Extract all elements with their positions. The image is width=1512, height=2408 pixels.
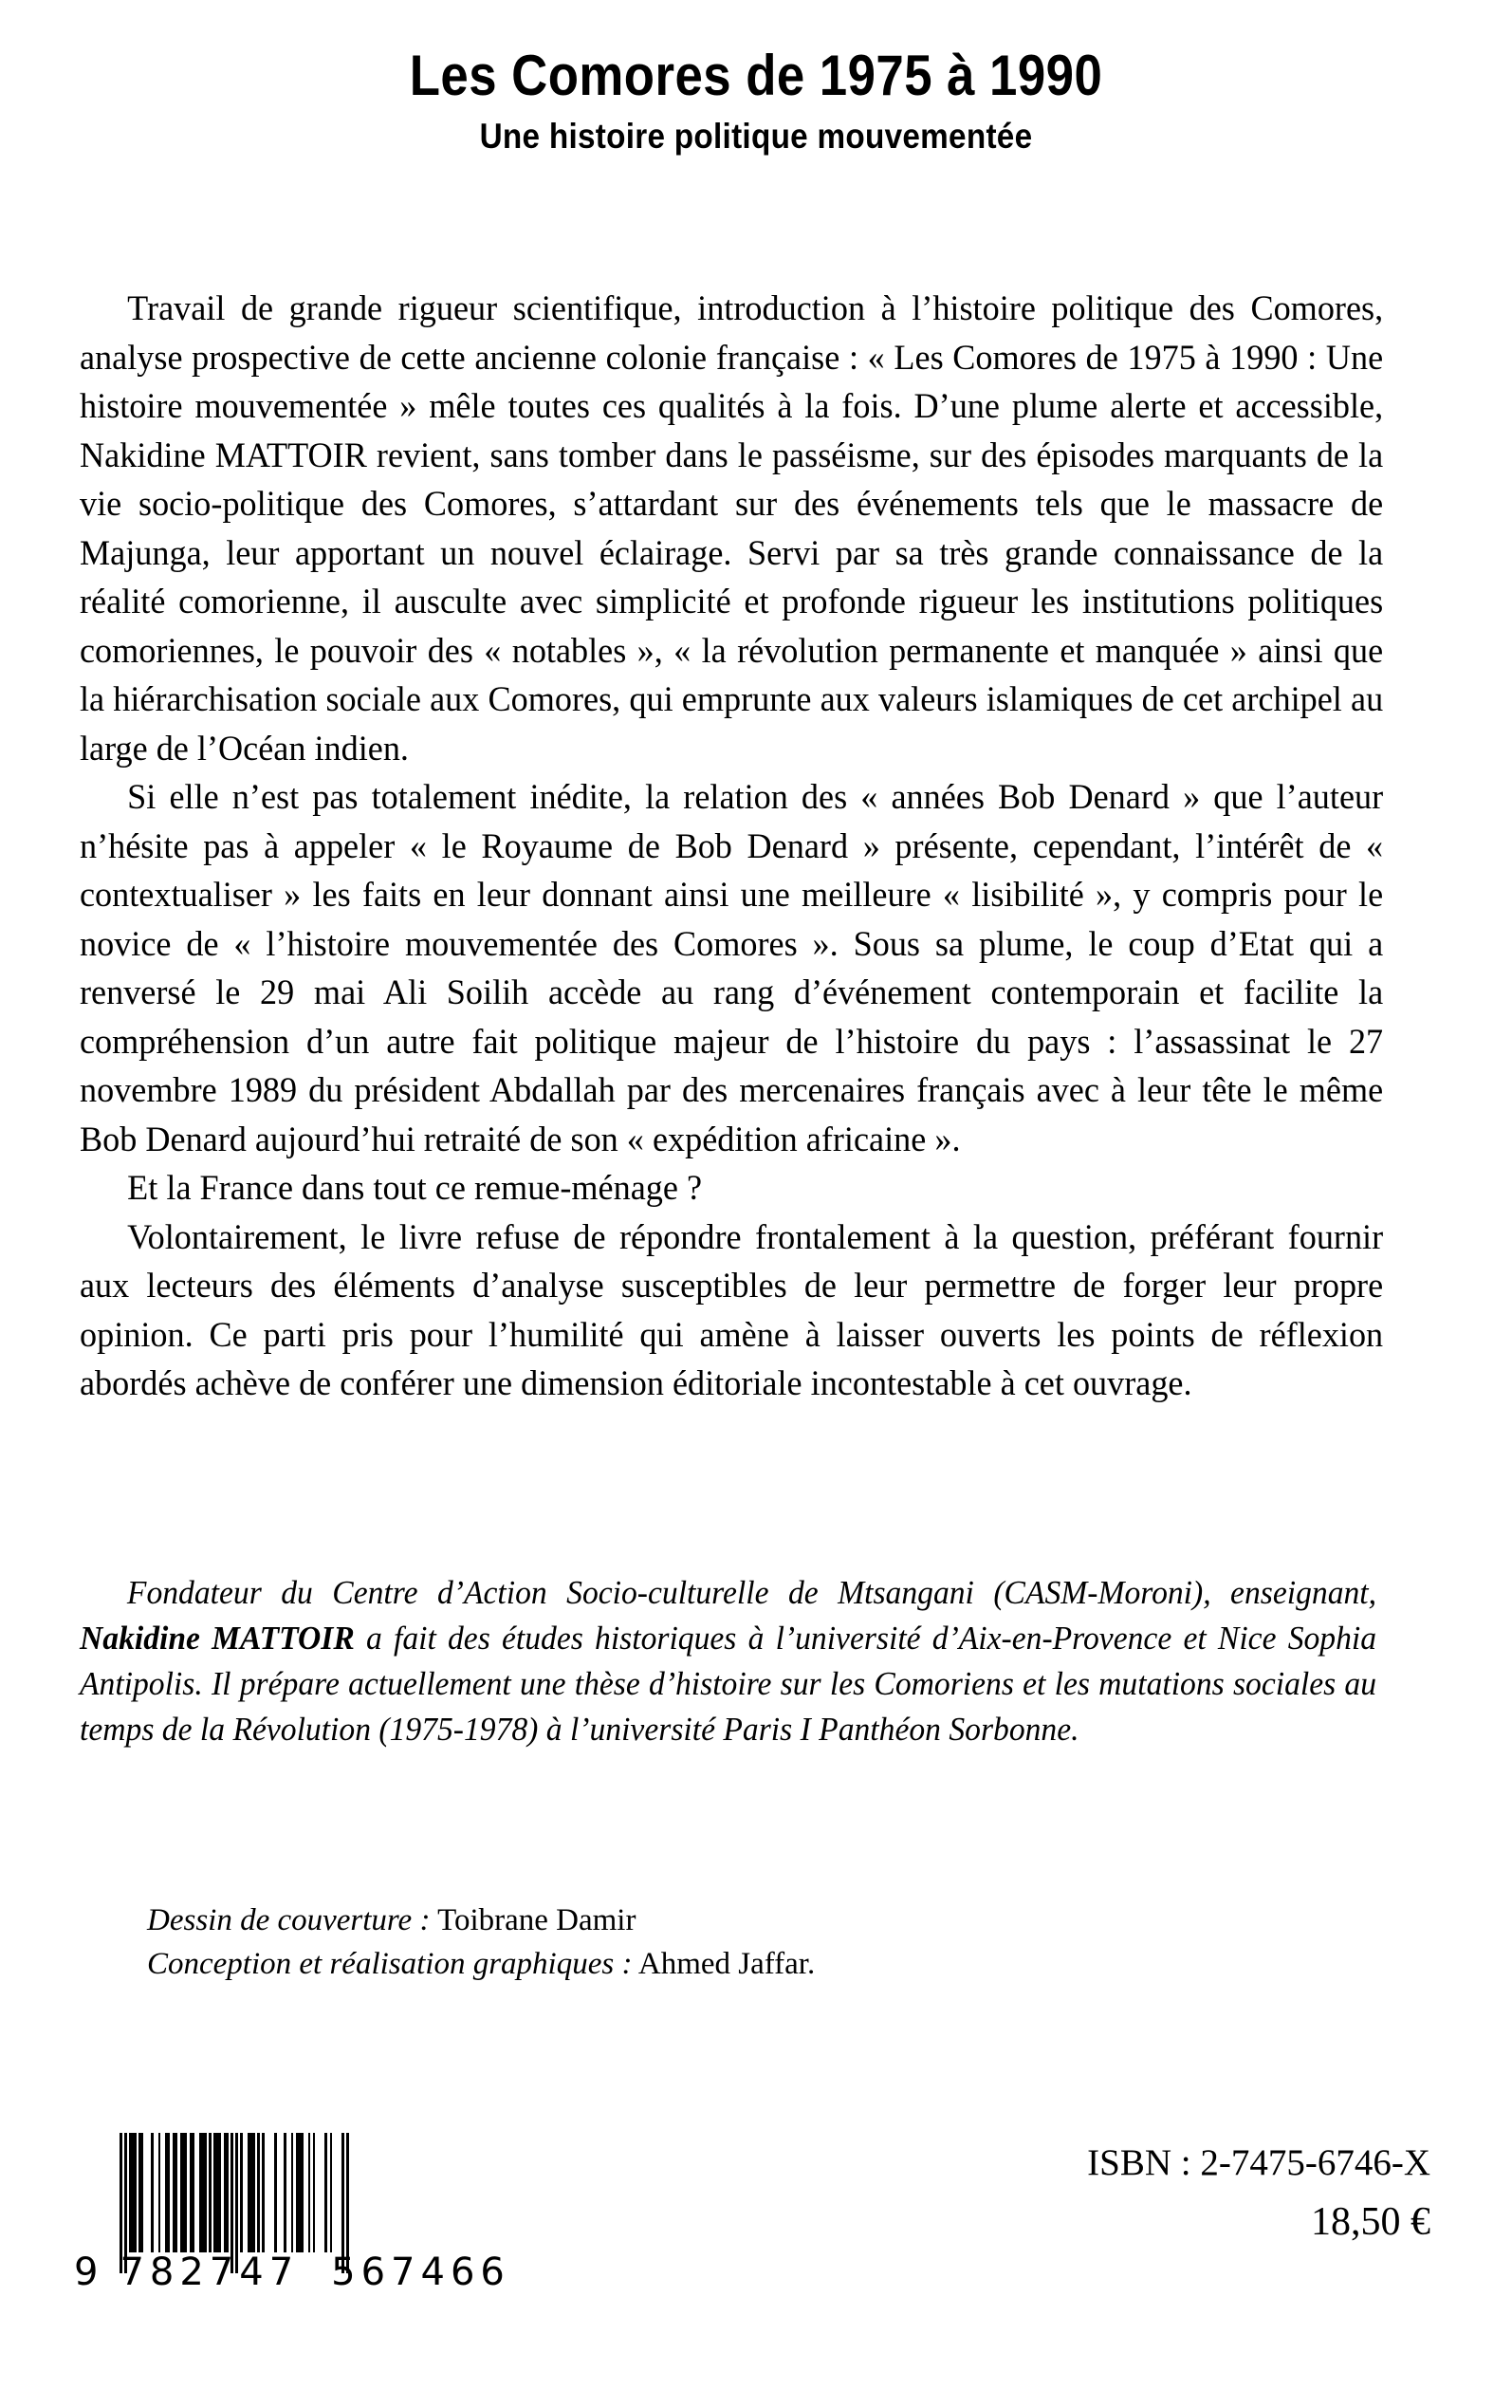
author-name: Nakidine MATTOIR <box>80 1620 355 1657</box>
barcode-group-right: 567466 <box>331 2251 510 2294</box>
author-bio-part2: a fait des études historiques à l’université d’Aix-en-Provence et Nice Sophia Antipolis. Il prépare actuellement une thèse d’histoire sur les Comoriens et les mutations sociales au temps de la Révolution (1975-1978) à l’université Paris I Panthéon Sorbonne. <box>80 1620 1377 1748</box>
barcode-bar <box>199 2133 207 2252</box>
barcode-bar <box>315 2133 324 2252</box>
blurb-paragraph: Travail de grande rigueur scientifique, introduction à l’histoire politique des Comores, analyse prospective de cette ancienne colonie française : « Les Comores de 1975 à 1990 : Une histoire mouvementée » mêle toutes ces qualités à la fois. D’une plume alerte et accessible, Nakidine MATTOIR revient, sans tomber dans le passéisme, sur des épisodes marquants de la vie socio-politique des Comores, s’attardant sur des événements tels que le massacre de Majunga, leur apportant un nouvel éclairage. Servi par sa très grande connaissance de la réalité comorienne, il ausculte avec simplicité et profonde rigueur les institutions politiques comoriennes, le pouvoir des « notables », « la révolution permanente et manquée » ainsi que la hiérarchisation sociale aux Comores, qui emprunte aux valeurs islamiques de cet archipel au large de l’Océan indien. <box>80 289 1384 769</box>
barcode-lead-digit: 9 <box>74 2251 100 2294</box>
cover-art-credit-value: Toibrane Damir <box>430 1903 636 1937</box>
barcode-bar <box>296 2133 304 2252</box>
isbn-text: ISBN : 2-7475-6746-X <box>1087 2142 1430 2183</box>
barcode-bar <box>129 2133 137 2252</box>
blurb-body <box>80 285 1430 1409</box>
barcode-bar <box>332 2133 341 2252</box>
author-bio-part1: Fondateur du Centre d’Action Socio-culturelle de Mtsangani (CASM-Moroni), enseignant, <box>126 1574 1377 1611</box>
barcode-bar <box>213 2133 221 2252</box>
cover-art-credit-label: Dessin de couverture : <box>147 1903 431 1937</box>
author-bio-block <box>80 1570 1430 1752</box>
barcode-bar <box>248 2133 255 2252</box>
page-title: Les Comores de 1975 à 1990 <box>409 44 1103 107</box>
barcode <box>74 2133 510 2313</box>
design-credit <box>147 1942 1285 1986</box>
page-subtitle: Une histoire politique mouvementée <box>479 116 1033 156</box>
cover-art-credit <box>147 1899 1285 1942</box>
blurb-paragraph: Si elle n’est pas totalement inédite, la relation des « années Bob Denard » que l’auteur n’hésite pas à appeler « le Royaume de Bob Denard » présente, cependant, l’intérêt de « contextualiser » les faits en leur donnant ainsi une meilleure « lisibilité », y compris pour le novice de « l’histoire mouvementée des Comores ». Sous sa plume, le coup d’Etat qui a renversé le 29 mai Ali Soilih accède au rang d’événement contemporain et facilite la compréhension d’un autre fait politique majeur de l’histoire du pays : l’assassinat le 27 novembre 1989 du président Abdallah par des mercenaires français avec à leur tête le même Bob Denard aujourd’hui retraité de son « expédition africaine ». <box>80 778 1384 1159</box>
bottom-area <box>0 2068 1512 2381</box>
price-text: 18,50 € <box>1311 2200 1430 2244</box>
design-credit-value: Ahmed Jaffar. <box>632 1947 816 1981</box>
title-block <box>0 46 1512 156</box>
blurb-paragraph: Volontairement, le livre refuse de répondre frontalement à la question, préférant fournir aux lecteurs des éléments d’analyse susceptibles de leur permettre de forger leur propre opinion. Ce parti pris pour l’humilité qui amène à laisser ouverts les points de réflexion abordés achève de conférer une dimension éditoriale incontestable à cet ouvrage. <box>80 1217 1384 1403</box>
barcode-bar <box>265 2133 274 2252</box>
barcode-digits <box>74 2251 510 2294</box>
author-bio <box>80 1570 1376 1752</box>
barcode-bar <box>277 2133 285 2252</box>
credits-block <box>147 1899 1285 1986</box>
barcode-bar <box>143 2133 151 2252</box>
barcode-group-left: 782747 <box>120 2251 300 2294</box>
publication-info <box>823 2137 1430 2249</box>
design-credit-label: Conception et réalisation graphiques : <box>147 1947 633 1981</box>
blurb-paragraph: Et la France dans tout ce remue-ménage ? <box>127 1169 703 1208</box>
barcode-bar <box>180 2133 188 2252</box>
